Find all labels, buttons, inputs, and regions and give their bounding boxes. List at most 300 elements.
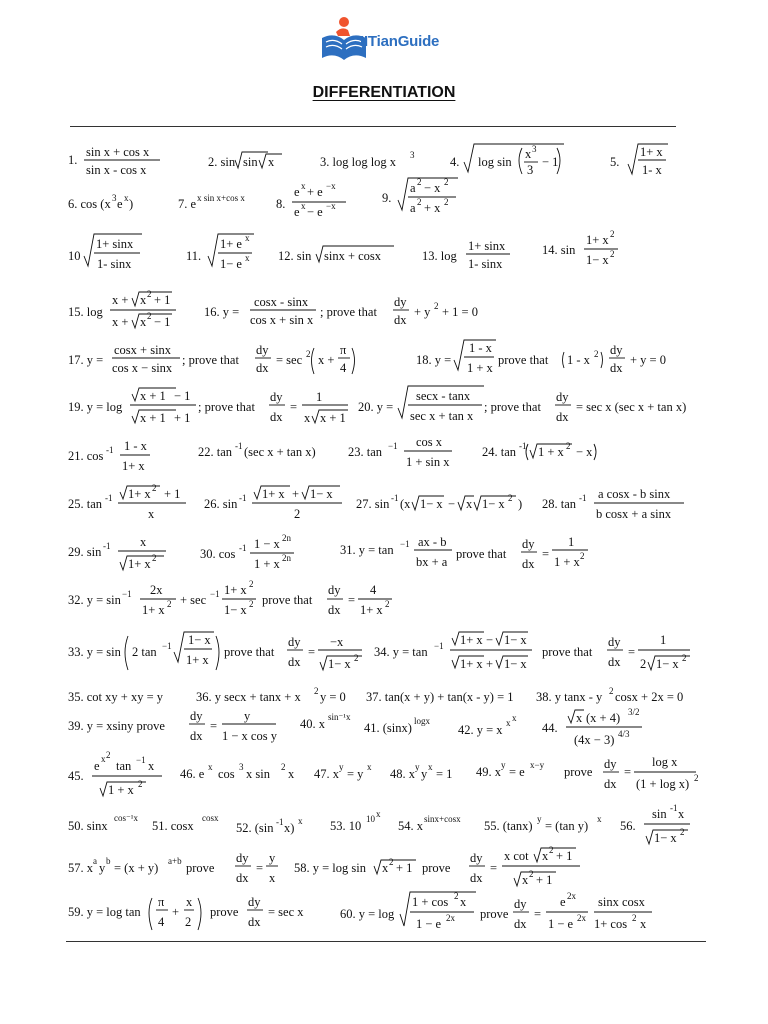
svg-text:=: = xyxy=(490,861,498,875)
svg-text:x: x xyxy=(245,233,250,243)
svg-text:x: x xyxy=(678,807,685,821)
svg-text:2: 2 xyxy=(694,773,699,783)
svg-text:−x: −x xyxy=(326,201,336,211)
problem-18 xyxy=(416,340,666,375)
svg-text:1+ x: 1+ x xyxy=(360,603,383,617)
svg-text:1 - x: 1 - x xyxy=(567,353,590,367)
problem-57 xyxy=(68,851,278,885)
svg-text:2: 2 xyxy=(147,289,152,299)
svg-text:prove that: prove that xyxy=(542,645,593,659)
svg-text:−x: −x xyxy=(326,181,336,191)
problem-row xyxy=(64,890,754,940)
svg-text:+ 1: + 1 xyxy=(154,293,171,307)
svg-text:-1: -1 xyxy=(276,817,284,827)
svg-text:x: x xyxy=(597,814,602,824)
svg-text:dy: dy xyxy=(248,895,261,909)
svg-text:−: − xyxy=(448,497,456,511)
problem-58 xyxy=(294,845,580,887)
svg-text:x: x xyxy=(542,849,549,863)
problem-row xyxy=(64,706,754,752)
svg-text:− 1: − 1 xyxy=(174,389,191,403)
problem-30 xyxy=(200,533,294,571)
svg-text:−1: −1 xyxy=(162,641,172,651)
svg-text:; prove that: ; prove that xyxy=(198,400,255,414)
svg-text:ax - b: ax - b xyxy=(418,535,447,549)
problem-55 xyxy=(484,814,602,833)
problem-60 xyxy=(340,891,652,931)
problem-11 xyxy=(186,233,254,271)
svg-text:− 1: − 1 xyxy=(542,155,559,169)
svg-text:52. (sin: 52. (sin xyxy=(236,821,274,835)
svg-text:27. sin: 27. sin xyxy=(356,497,390,511)
svg-text:dy: dy xyxy=(256,343,269,357)
svg-text:58. y = log sin: 58. y = log sin xyxy=(294,861,366,875)
svg-text:x: x xyxy=(460,895,467,909)
svg-text:-1: -1 xyxy=(239,543,247,553)
svg-text:1− x: 1− x xyxy=(420,497,443,511)
svg-text:+ 1: + 1 xyxy=(536,873,553,887)
problem-54 xyxy=(398,814,461,833)
svg-text:= sec x (sec x + tan x): = sec x (sec x + tan x) xyxy=(576,400,687,414)
problem-row xyxy=(64,844,754,894)
problem-50 xyxy=(68,813,138,833)
svg-text:x: x xyxy=(208,762,213,772)
problem-28 xyxy=(542,487,684,521)
svg-text:prove: prove xyxy=(210,905,239,919)
svg-text:= 1: = 1 xyxy=(436,767,453,781)
svg-text:cos x − sinx: cos x − sinx xyxy=(112,361,173,375)
svg-text:sin⁻¹x: sin⁻¹x xyxy=(328,712,351,722)
svg-text:e: e xyxy=(560,895,566,909)
svg-text:+ 1: + 1 xyxy=(556,849,573,863)
svg-text:1− x: 1− x xyxy=(656,657,679,671)
svg-text:+ y = 0: + y = 0 xyxy=(630,353,666,367)
svg-text:1+ x: 1+ x xyxy=(128,487,151,501)
svg-text:= (tan y): = (tan y) xyxy=(545,819,589,833)
page-title: DIFFERENTIATION xyxy=(312,84,456,101)
svg-text:x sin: x sin xyxy=(246,767,270,781)
svg-text:cosx + sinx: cosx + sinx xyxy=(114,343,172,357)
svg-text:1+ x: 1+ x xyxy=(186,653,209,667)
svg-text:10: 10 xyxy=(366,814,375,824)
problem-17 xyxy=(68,343,355,375)
svg-text:dy: dy xyxy=(190,709,203,723)
svg-text:16. y =: 16. y = xyxy=(204,305,240,319)
svg-text:49. x: 49. x xyxy=(476,765,501,779)
svg-text:40. x: 40. x xyxy=(300,717,325,731)
svg-text:+: + xyxy=(172,905,180,919)
svg-text:2: 2 xyxy=(632,913,637,923)
svg-text:2: 2 xyxy=(682,653,687,663)
svg-text:dx: dx xyxy=(608,655,621,669)
problem-51 xyxy=(152,813,219,833)
problem-8 xyxy=(276,181,346,219)
svg-text:=: = xyxy=(348,593,356,607)
svg-text:3: 3 xyxy=(532,144,537,154)
svg-text:60. y = log: 60. y = log xyxy=(340,907,395,921)
problem-14 xyxy=(542,229,618,267)
svg-text:cos x + sin x: cos x + sin x xyxy=(250,313,314,327)
svg-text:1 - x: 1 - x xyxy=(124,439,147,453)
svg-text:2: 2 xyxy=(185,915,192,929)
svg-text:1− x: 1− x xyxy=(586,253,609,267)
svg-text:3: 3 xyxy=(112,193,117,203)
svg-text:x−y: x−y xyxy=(530,760,545,770)
svg-text:x: x xyxy=(101,754,106,764)
svg-text:prove: prove xyxy=(564,765,593,779)
svg-text:y: y xyxy=(244,709,251,723)
problem-53 xyxy=(330,809,381,833)
svg-text:2: 2 xyxy=(249,579,254,589)
svg-text:42. y = x: 42. y = x xyxy=(458,723,503,737)
svg-text:x: x xyxy=(382,861,389,875)
problem-34 xyxy=(374,632,690,671)
problem-row xyxy=(64,532,754,578)
svg-text:17. y =: 17. y = xyxy=(68,353,104,367)
top-divider xyxy=(70,126,676,127)
svg-text:; prove that: ; prove that xyxy=(484,400,541,414)
svg-text:=: = xyxy=(628,645,636,659)
svg-text:dy: dy xyxy=(608,635,621,649)
problem-22 xyxy=(198,441,316,459)
svg-text:dx: dx xyxy=(604,777,617,791)
problem-19 xyxy=(68,388,348,425)
svg-text:−1: −1 xyxy=(210,589,220,599)
problem-27 xyxy=(356,493,522,511)
svg-text:+ y: + y xyxy=(414,305,431,319)
svg-text:b cosx + a sinx: b cosx + a sinx xyxy=(596,507,672,521)
svg-text:2: 2 xyxy=(417,197,422,207)
svg-text:−1: −1 xyxy=(434,641,444,651)
svg-text:4/3: 4/3 xyxy=(618,729,630,739)
problem-row xyxy=(64,288,754,334)
svg-text:2x: 2x xyxy=(577,913,586,923)
svg-text:−1: −1 xyxy=(388,441,398,451)
svg-text:18. y =: 18. y = xyxy=(416,353,452,367)
svg-text:2: 2 xyxy=(138,779,143,789)
svg-text:= y: = y xyxy=(347,767,364,781)
svg-text:56.: 56. xyxy=(620,819,636,833)
svg-text:=: = xyxy=(290,400,298,414)
svg-text:−1: −1 xyxy=(136,755,146,765)
svg-text:2: 2 xyxy=(580,551,585,561)
svg-text:a cosx - b sinx: a cosx - b sinx xyxy=(598,487,671,501)
svg-text:x: x xyxy=(304,411,311,425)
svg-text:dy: dy xyxy=(288,635,301,649)
svg-text:sinx cosx: sinx cosx xyxy=(598,895,645,909)
svg-text:2x: 2x xyxy=(567,891,576,901)
svg-text:dy: dy xyxy=(394,295,407,309)
svg-text:x: x xyxy=(268,155,275,169)
svg-text:-1: -1 xyxy=(579,493,587,503)
svg-text:dx: dx xyxy=(522,557,535,571)
problem-46 xyxy=(180,762,295,781)
svg-text:dy: dy xyxy=(470,851,483,865)
svg-text:=: = xyxy=(256,861,264,875)
svg-text:4: 4 xyxy=(158,915,165,929)
problem-20 xyxy=(358,386,686,424)
svg-text:48. x: 48. x xyxy=(390,767,415,781)
svg-text:1+ x: 1+ x xyxy=(460,657,483,671)
problem-row xyxy=(64,176,754,222)
svg-text:1− x: 1− x xyxy=(188,633,211,647)
svg-text:1 + x: 1 + x xyxy=(108,783,134,797)
svg-text:2: 2 xyxy=(249,599,254,609)
svg-text:2x: 2x xyxy=(446,913,455,923)
svg-text:x: x xyxy=(140,535,147,549)
brand-name: IITianGuide xyxy=(360,33,440,50)
svg-text:2: 2 xyxy=(294,507,301,521)
svg-text:x: x xyxy=(576,711,583,725)
svg-text:1− x: 1− x xyxy=(504,633,527,647)
svg-text:bx + a: bx + a xyxy=(416,555,448,569)
svg-text:=: = xyxy=(308,645,316,659)
problem-32 xyxy=(68,579,392,617)
svg-text:= (x + y): = (x + y) xyxy=(114,861,159,875)
svg-text:2: 2 xyxy=(354,653,359,663)
problem-31 xyxy=(340,535,588,571)
svg-text:secx - tanx: secx - tanx xyxy=(416,389,471,403)
svg-text:39. y = xsiny prove: 39. y = xsiny prove xyxy=(68,719,165,733)
svg-text:3/2: 3/2 xyxy=(628,707,640,717)
problem-row xyxy=(64,384,754,430)
svg-text:; prove that: ; prove that xyxy=(320,305,377,319)
svg-text:41. (sinx): 41. (sinx) xyxy=(364,721,412,735)
svg-text:= sec x: = sec x xyxy=(268,905,304,919)
svg-text:30. cos: 30. cos xyxy=(200,547,236,561)
svg-text:1- sinx: 1- sinx xyxy=(97,257,132,271)
svg-text:−x: −x xyxy=(330,635,344,649)
svg-text:x + 1: x + 1 xyxy=(320,411,346,425)
svg-text:x: x xyxy=(376,809,381,819)
svg-text:1.: 1. xyxy=(68,153,78,167)
svg-text:4: 4 xyxy=(340,361,347,375)
svg-text:2n: 2n xyxy=(282,533,291,543)
svg-text:e: e xyxy=(294,185,300,199)
svg-text:dx: dx xyxy=(288,655,301,669)
problem-29 xyxy=(68,535,166,571)
problem-26 xyxy=(204,486,342,521)
svg-text:x +: x + xyxy=(112,315,129,329)
svg-text:+ sec: + sec xyxy=(180,593,207,607)
problem-row xyxy=(64,628,754,678)
svg-text:dx: dx xyxy=(236,871,249,885)
svg-text:32. y = sin: 32. y = sin xyxy=(68,593,121,607)
svg-text:x +: x + xyxy=(112,293,129,307)
svg-text:log sin: log sin xyxy=(478,155,512,169)
svg-text:1: 1 xyxy=(568,535,575,549)
svg-text:1 + x: 1 + x xyxy=(538,445,564,459)
svg-text:prove that: prove that xyxy=(456,547,507,561)
svg-text:a: a xyxy=(410,181,416,195)
svg-text:2: 2 xyxy=(167,599,172,609)
svg-text:sinx + cosx: sinx + cosx xyxy=(324,249,382,263)
svg-text:1 - x: 1 - x xyxy=(469,341,492,355)
svg-text:2: 2 xyxy=(152,483,157,493)
problem-33 xyxy=(68,632,362,671)
svg-text:e: e xyxy=(117,197,123,211)
svg-text:π: π xyxy=(340,343,347,357)
svg-text:dx: dx xyxy=(610,361,623,375)
svg-text:sec x + tan x: sec x + tan x xyxy=(410,409,474,423)
svg-text:π: π xyxy=(158,895,165,909)
problem-42 xyxy=(458,713,517,737)
svg-text:2: 2 xyxy=(610,249,615,259)
svg-text:-1: -1 xyxy=(670,803,678,813)
svg-text:+: + xyxy=(486,657,494,671)
svg-text:+: + xyxy=(292,487,300,501)
svg-text:1: 1 xyxy=(660,633,667,647)
svg-text:55. (tanx): 55. (tanx) xyxy=(484,819,533,833)
svg-text:dx: dx xyxy=(190,729,203,743)
svg-text:8.: 8. xyxy=(276,197,286,211)
svg-text:2n: 2n xyxy=(282,553,291,563)
svg-text:x: x xyxy=(301,201,306,211)
svg-text:2: 2 xyxy=(594,349,599,359)
svg-text:cosx + 2x = 0: cosx + 2x = 0 xyxy=(615,690,684,704)
svg-text:dy: dy xyxy=(328,583,341,597)
svg-text:28. tan: 28. tan xyxy=(542,497,577,511)
svg-text:=: = xyxy=(542,547,550,561)
svg-text:3: 3 xyxy=(239,762,244,772)
svg-text:1- sinx: 1- sinx xyxy=(468,257,503,271)
problem-2 xyxy=(208,152,282,169)
svg-text:log x: log x xyxy=(652,755,678,769)
problem-16 xyxy=(204,295,478,327)
svg-text:33. y = sin: 33. y = sin xyxy=(68,645,121,659)
svg-text:14. sin: 14. sin xyxy=(542,243,576,257)
svg-text:dy: dy xyxy=(604,757,617,771)
problem-36 xyxy=(196,686,346,704)
svg-text:; prove that: ; prove that xyxy=(182,353,239,367)
svg-text:): ) xyxy=(518,497,523,511)
svg-text:dy: dy xyxy=(270,390,283,404)
problem-5 xyxy=(610,144,668,177)
svg-text:2: 2 xyxy=(147,311,152,321)
svg-text:59. y = log tan: 59. y = log tan xyxy=(68,905,141,919)
svg-text:x: x xyxy=(298,816,303,826)
svg-text:x: x xyxy=(512,713,517,723)
svg-text:dx: dx xyxy=(270,410,283,424)
svg-text:dx: dx xyxy=(256,361,269,375)
svg-text:-1: -1 xyxy=(391,493,399,503)
svg-text:prove: prove xyxy=(422,861,451,875)
svg-text:2. sin: 2. sin xyxy=(208,155,236,169)
svg-text:1 + x: 1 + x xyxy=(254,557,280,571)
svg-text:x sin x+cos x: x sin x+cos x xyxy=(197,193,245,203)
svg-text:-1: -1 xyxy=(103,541,111,551)
svg-text:x: x xyxy=(301,181,306,191)
svg-text:y: y xyxy=(339,762,344,772)
svg-text:x: x xyxy=(367,762,372,772)
svg-text:dx: dx xyxy=(248,915,261,929)
problem-35: 35. cot xy + xy = y xyxy=(68,690,163,704)
svg-text:dy: dy xyxy=(236,851,249,865)
svg-text:7. e: 7. e xyxy=(178,197,197,211)
problem-15 xyxy=(68,289,176,329)
problem-44 xyxy=(542,707,642,747)
svg-text:15. log: 15. log xyxy=(68,305,103,319)
svg-text:cosx: cosx xyxy=(202,813,219,823)
svg-text:x: x xyxy=(124,193,129,203)
problem-10 xyxy=(68,234,142,271)
svg-text:− x: − x xyxy=(576,445,593,459)
svg-text:1+ x: 1+ x xyxy=(128,557,151,571)
svg-text:+ 1: + 1 xyxy=(174,411,191,425)
svg-text:54. x: 54. x xyxy=(398,819,423,833)
svg-text:1+ x: 1+ x xyxy=(122,459,145,473)
problem-59 xyxy=(68,895,304,930)
svg-text:25. tan: 25. tan xyxy=(68,497,103,511)
svg-text:1+ x: 1+ x xyxy=(640,145,663,159)
svg-text:-1: -1 xyxy=(105,493,113,503)
svg-text:2: 2 xyxy=(566,441,571,451)
svg-text:1+ x: 1+ x xyxy=(224,583,247,597)
svg-text:x cot: x cot xyxy=(504,849,529,863)
problem-40 xyxy=(300,712,351,731)
problem-row xyxy=(64,482,754,528)
problem-38 xyxy=(536,686,683,704)
svg-text:x: x xyxy=(148,759,155,773)
problem-row xyxy=(64,336,754,382)
svg-text:2x: 2x xyxy=(150,583,163,597)
svg-text:36. y secx + tanx + x: 36. y secx + tanx + x xyxy=(196,690,301,704)
svg-text:=: = xyxy=(210,719,218,733)
svg-text:1- x: 1- x xyxy=(642,163,662,177)
svg-text:2: 2 xyxy=(434,301,439,311)
svg-text:57. x: 57. x xyxy=(68,861,93,875)
svg-text:19. y = log: 19. y = log xyxy=(68,400,123,414)
svg-text:44.: 44. xyxy=(542,721,558,735)
svg-text:dy: dy xyxy=(522,537,535,551)
problem-41 xyxy=(364,716,431,735)
svg-text:-1: -1 xyxy=(519,441,527,451)
svg-text:−1: −1 xyxy=(122,589,132,599)
svg-text:y: y xyxy=(99,861,106,875)
problem-48 xyxy=(390,762,452,781)
svg-text:dy: dy xyxy=(556,390,569,404)
svg-text:=: = xyxy=(534,907,542,921)
svg-text:sin: sin xyxy=(243,155,258,169)
svg-text:2: 2 xyxy=(389,857,394,867)
problem-row xyxy=(64,229,754,278)
svg-text:= sec: = sec xyxy=(276,353,303,367)
problem-1 xyxy=(68,145,160,177)
svg-text:x: x xyxy=(148,507,155,521)
svg-text:x +: x + xyxy=(318,353,335,367)
svg-text:tan: tan xyxy=(116,759,132,773)
problem-9 xyxy=(382,177,458,215)
svg-text:dy: dy xyxy=(610,343,623,357)
svg-text:1+ x: 1+ x xyxy=(262,487,285,501)
svg-text:3: 3 xyxy=(410,150,415,160)
svg-text:x: x xyxy=(288,767,295,781)
svg-text:2: 2 xyxy=(152,553,157,563)
svg-text:x: x xyxy=(428,762,433,772)
svg-text:-1: -1 xyxy=(106,445,114,455)
svg-text:1+ sinx: 1+ sinx xyxy=(468,239,506,253)
svg-text:2: 2 xyxy=(106,750,111,760)
svg-text:2: 2 xyxy=(610,229,615,239)
svg-text:9.: 9. xyxy=(382,191,392,205)
bottom-divider xyxy=(66,941,706,942)
svg-text:prove that: prove that xyxy=(262,593,313,607)
problem-39 xyxy=(68,709,278,743)
svg-text:a+b: a+b xyxy=(168,856,182,866)
svg-text:= e: = e xyxy=(509,765,525,779)
svg-text:e: e xyxy=(294,205,300,219)
svg-text:x: x xyxy=(466,497,473,511)
